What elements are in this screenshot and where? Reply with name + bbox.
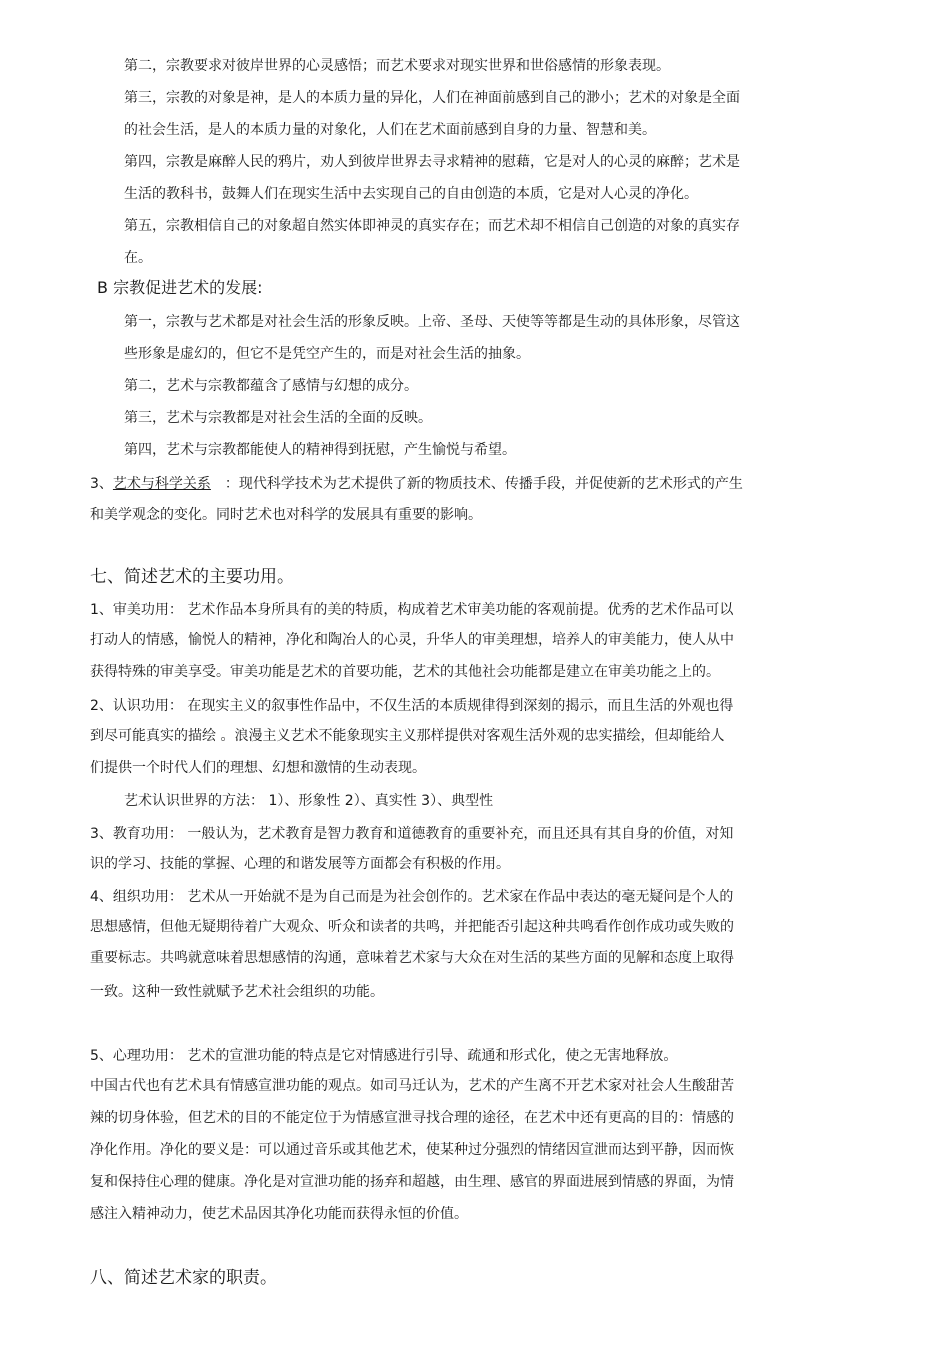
paragraph-line: 净化作用。净化的要义是：可以通过音乐或其他艺术，使某种过分强烈的情绪因宣泄而达到平静，因而恢 [90, 1142, 734, 1158]
paragraph-line: 第三，宗教的对象是神，是人的本质力量的异化，人们在神面前感到自己的渺小；艺术的对象是全面 [124, 90, 740, 106]
paragraph-line: 第四，艺术与宗教都能使人的精神得到抚慰，产生愉悦与希望。 [124, 442, 516, 458]
question-heading: 七、简述艺术的主要功用。 [90, 567, 294, 587]
paragraph-line: 2、认识功用： 在现实主义的叙事性作品中，不仅生活的本质规律得到深刻的揭示，而且生活的外观也得 [90, 698, 734, 714]
paragraph-line: 第一，宗教与艺术都是对社会生活的形象反映。上帝、圣母、天使等等都是生动的具体形象，尽管这 [124, 314, 740, 330]
paragraph-line: 到尽可能真实的描绘 。浪漫主义艺术不能象现实主义那样提供对客观生活外观的忠实描绘，但却能给人 [90, 728, 725, 744]
art-science-line [90, 474, 743, 494]
paragraph-line: 第二，宗教要求对彼岸世界的心灵感悟；而艺术要求对现实世界和世俗感情的形象表现。 [124, 58, 670, 74]
paragraph-line: 4、组织功用： 艺术从一开始就不是为自己而是为社会创作的。艺术家在作品中表达的毫无疑问是个人的 [90, 889, 734, 905]
paragraph-line: 3、教育功用： 一般认为，艺术教育是智力教育和道德教育的重要补充，而且还具有其自身的价值，对知 [90, 826, 734, 842]
paragraph-line: 们提供一个时代人们的理想、幻想和激情的生动表现。 [90, 760, 426, 776]
method-line: 艺术认识世界的方法： 1）、形象性 2）、真实性 3）、典型性 [124, 793, 494, 809]
paragraph-line: 辣的切身体验，但艺术的目的不能定位于为情感宣泄寻找合理的途径，在艺术中还有更高的目的：情感的 [90, 1110, 734, 1126]
paragraph-line: 获得特殊的审美享受。审美功能是艺术的首要功能，艺术的其他社会功能都是建立在审美功能之上的。 [90, 664, 720, 680]
paragraph-line: 的社会生活，是人的本质力量的对象化，人们在艺术面前感到自身的力量、智慧和美。 [124, 122, 656, 138]
paragraph-line: 和美学观念的变化。同时艺术也对科学的发展具有重要的影响。 [90, 507, 482, 523]
item-number: 3、 [90, 476, 113, 492]
paragraph-line: 些形象是虚幻的，但它不是凭空产生的，而是对社会生活的抽象。 [124, 346, 530, 362]
paragraph-line: 生活的教科书，鼓舞人们在现实生活中去实现自己的自由创造的本质，它是对人心灵的净化。 [124, 186, 698, 202]
paragraph-line: 1、审美功用： 艺术作品本身所具有的美的特质，构成着艺术审美功能的客观前提。优秀的艺术作品可以 [90, 602, 734, 618]
paragraph-line: 一致。这种一致性就赋予艺术社会组织的功能。 [90, 984, 384, 1000]
paragraph-line: 5、心理功用： 艺术的宣泄功能的特点是它对情感进行引导、疏通和形式化，使之无害地释放。 [90, 1048, 678, 1064]
paragraph-line: 思想感情，但他无疑期待着广大观众、听众和读者的共鸣，并把能否引起这种共鸣看作创作成功或失败的 [90, 919, 734, 935]
section-heading: B 宗教促进艺术的发展: [97, 278, 263, 297]
paragraph-line: 第三，艺术与宗教都是对社会生活的全面的反映。 [124, 410, 432, 426]
paragraph-line: 识的学习、技能的掌握、心理的和谐发展等方面都会有积极的作用。 [90, 856, 510, 872]
paragraph-line: 第五，宗教相信自己的对象超自然实体即神灵的真实存在；而艺术却不相信自己创造的对象的真实存 [124, 218, 740, 234]
paragraph-line: 感注入精神动力，使艺术品因其净化功能而获得永恒的价值。 [90, 1206, 468, 1222]
question-heading: 八、简述艺术家的职责。 [90, 1268, 277, 1288]
paragraph-text: ：现代科学技术为艺术提供了新的物质技术、传播手段，并促使新的艺术形式的产生 [224, 476, 743, 492]
paragraph-line: 第四，宗教是麻醉人民的鸦片，劝人到彼岸世界去寻求精神的慰藉，它是对人的心灵的麻醉；艺术是 [124, 154, 740, 170]
paragraph-line: 中国古代也有艺术具有情感宣泄功能的观点。如司马迁认为，艺术的产生离不开艺术家对社会人生酸甜苦 [90, 1078, 734, 1094]
paragraph-line: 在。 [124, 250, 152, 266]
paragraph-line: 重要标志。共鸣就意味着思想感情的沟通，意味着艺术家与大众在对生活的某些方面的见解和态度上取得 [90, 950, 734, 966]
paragraph-line: 打动人的情感，愉悦人的精神，净化和陶冶人的心灵，升华人的审美理想，培养人的审美能力，使人从中 [90, 632, 734, 648]
paragraph-line: 复和保持住心理的健康。净化是对宣泄功能的扬弃和超越，由生理、感官的界面进展到情感的界面，为情 [90, 1174, 734, 1190]
underlined-term: 艺术与科学关系 [112, 476, 211, 492]
paragraph-line: 第二，艺术与宗教都蕴含了感情与幻想的成分。 [124, 378, 418, 394]
